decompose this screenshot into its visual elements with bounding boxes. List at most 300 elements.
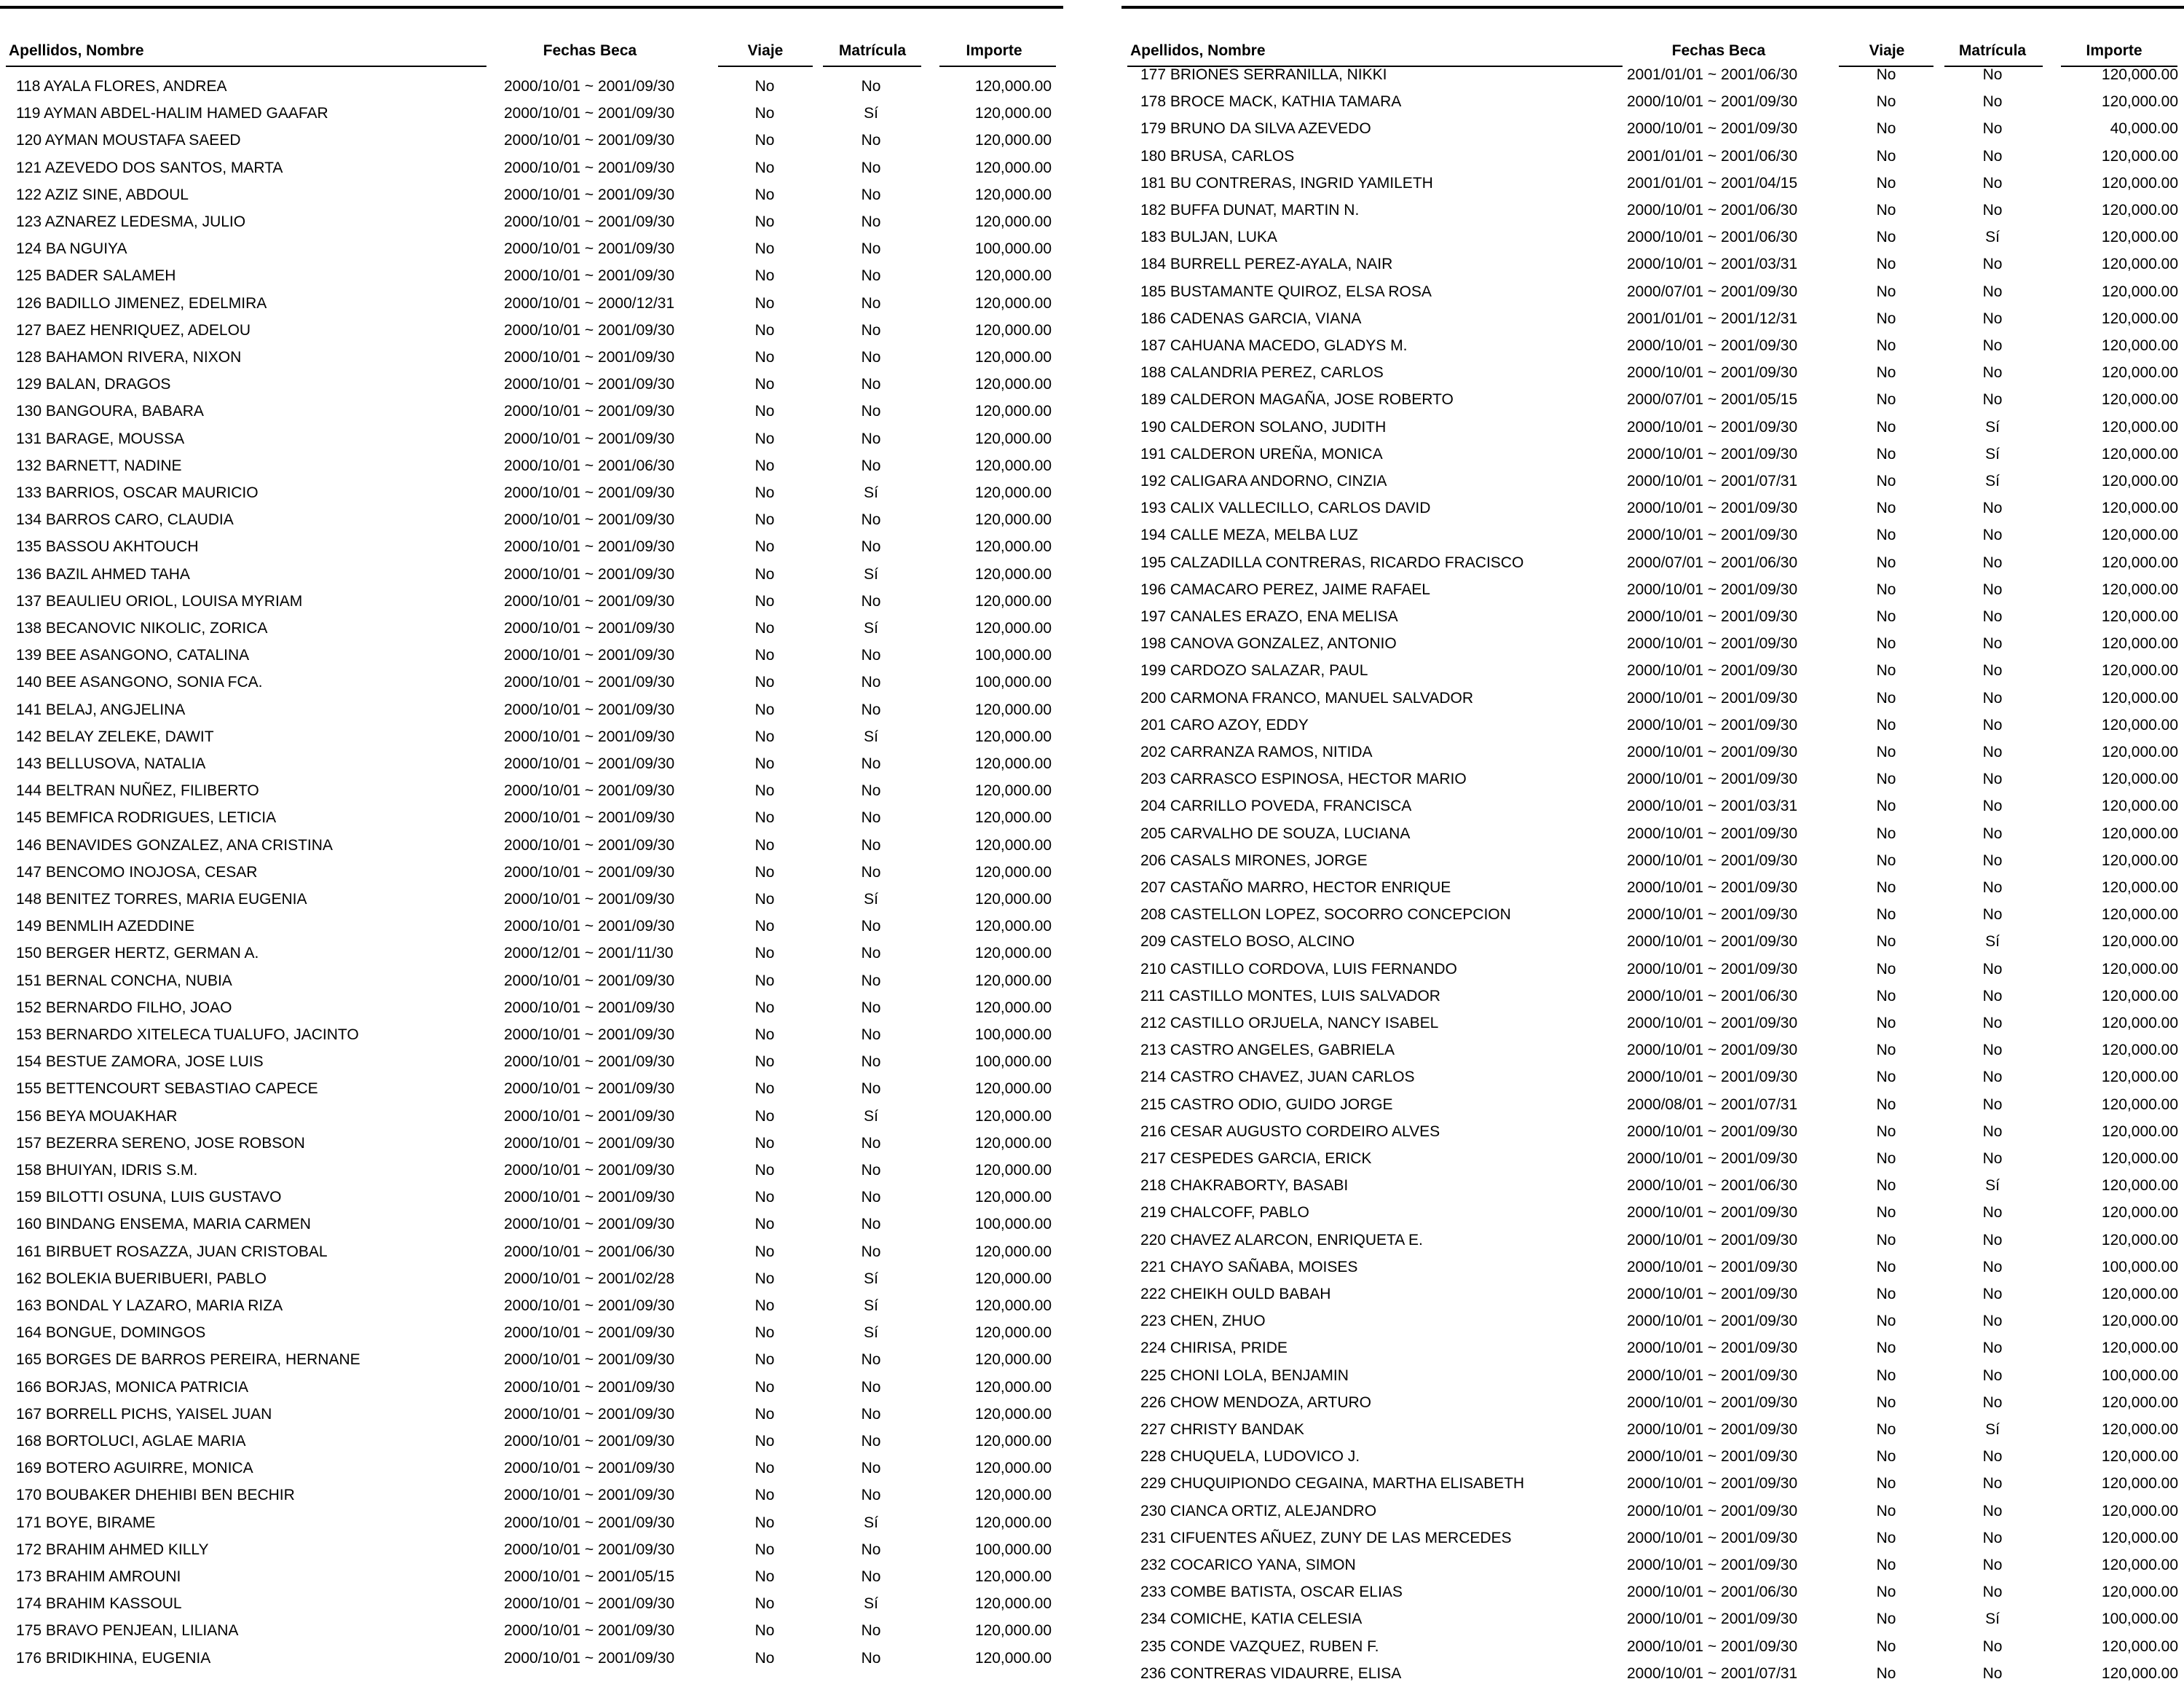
travel-cell: No bbox=[1876, 174, 1896, 192]
dates-cell: 2000/10/01 ~ 2001/09/30 bbox=[504, 728, 675, 745]
dates-cell: 2000/10/01 ~ 2001/09/30 bbox=[504, 78, 675, 95]
dates-cell: 2000/10/01 ~ 2001/09/30 bbox=[504, 511, 675, 529]
enrollment-cell: No bbox=[1982, 1557, 2003, 1573]
amount-cell: 120,000.00 bbox=[2101, 391, 2178, 409]
dates-cell: 2000/10/01 ~ 2001/09/30 bbox=[1627, 364, 1798, 382]
table-row bbox=[1121, 1498, 2184, 1525]
table-row bbox=[0, 1075, 1063, 1102]
dates-cell: 2000/10/01 ~ 2001/06/30 bbox=[1627, 1177, 1798, 1195]
table-row bbox=[1121, 468, 2184, 495]
col-header-travel: Viaje bbox=[1869, 42, 1905, 59]
travel-cell: No bbox=[754, 592, 775, 610]
dates-cell: 2000/10/01 ~ 2001/09/30 bbox=[1627, 1448, 1798, 1466]
amount-cell: 120,000.00 bbox=[2101, 716, 2178, 734]
enrollment-cell: No bbox=[1982, 662, 2003, 680]
travel-cell: No bbox=[1876, 1069, 1896, 1086]
name-cell: 201 CARO AZOY, EDDY bbox=[1140, 716, 1309, 734]
table-row bbox=[0, 1048, 1063, 1075]
amount-cell: 120,000.00 bbox=[2101, 960, 2178, 978]
amount-cell: 120,000.00 bbox=[974, 105, 1052, 122]
name-cell: 235 CONDE VAZQUEZ, RUBEN F. bbox=[1140, 1637, 1379, 1655]
dates-cell: 2000/10/01 ~ 2001/09/30 bbox=[504, 836, 675, 854]
amount-cell: 120,000.00 bbox=[974, 1243, 1052, 1260]
amount-cell: 120,000.00 bbox=[974, 620, 1052, 637]
travel-cell: No bbox=[1876, 1366, 1896, 1384]
enrollment-cell: No bbox=[1982, 1258, 2003, 1275]
enrollment-cell: No bbox=[861, 863, 881, 881]
dates-cell: 2000/10/01 ~ 2001/09/30 bbox=[1627, 960, 1798, 978]
name-cell: 136 BAZIL AHMED TAHA bbox=[16, 565, 190, 583]
name-cell: 141 BELAJ, ANGJELINA bbox=[16, 701, 186, 718]
travel-cell: No bbox=[754, 1324, 775, 1342]
enrollment-cell: No bbox=[861, 403, 881, 420]
enrollment-cell: Sí bbox=[864, 891, 878, 908]
travel-cell: No bbox=[754, 1351, 775, 1369]
name-cell: 139 BEE ASANGONO, CATALINA bbox=[16, 647, 250, 664]
name-cell: 223 CHEN, ZHUO bbox=[1140, 1313, 1266, 1330]
amount-cell: 120,000.00 bbox=[974, 1080, 1052, 1098]
amount-cell: 120,000.00 bbox=[2101, 1150, 2178, 1167]
name-cell: 135 BASSOU AKHTOUCH bbox=[16, 538, 199, 556]
travel-cell: No bbox=[1876, 1529, 1896, 1546]
col-header-enrollment: Matrícula bbox=[838, 42, 907, 59]
dates-cell: 2000/10/01 ~ 2001/09/30 bbox=[504, 1460, 675, 1477]
name-cell: 198 CANOVA GONZALEZ, ANTONIO bbox=[1140, 635, 1397, 653]
amount-cell: 100,000.00 bbox=[974, 647, 1052, 664]
table-row bbox=[0, 1103, 1063, 1130]
travel-cell: No bbox=[1876, 635, 1896, 653]
travel-cell: No bbox=[1876, 689, 1896, 707]
dates-cell: 2000/10/01 ~ 2001/09/30 bbox=[1627, 527, 1798, 544]
name-cell: 153 BERNARDO XITELECA TUALUFO, JACINTO bbox=[16, 1026, 359, 1043]
travel-cell: No bbox=[754, 863, 775, 881]
amount-cell: 120,000.00 bbox=[2101, 1529, 2178, 1546]
travel-cell: No bbox=[1876, 1231, 1896, 1248]
name-cell: 230 CIANCA ORTIZ, ALEJANDRO bbox=[1140, 1502, 1377, 1519]
dates-cell: 2000/10/01 ~ 2001/09/30 bbox=[504, 1053, 675, 1071]
table-row bbox=[0, 913, 1063, 940]
table-row bbox=[1121, 1443, 2184, 1470]
travel-cell: No bbox=[754, 755, 775, 772]
name-cell: 125 BADER SALAMEH bbox=[16, 267, 176, 285]
name-cell: 233 COMBE BATISTA, OSCAR ELIAS bbox=[1140, 1584, 1403, 1601]
travel-cell: No bbox=[1876, 554, 1896, 571]
travel-cell: No bbox=[754, 620, 775, 637]
header-rule bbox=[939, 66, 1056, 67]
table-row bbox=[0, 1509, 1063, 1536]
travel-cell: No bbox=[1876, 310, 1896, 327]
travel-cell: No bbox=[1876, 608, 1896, 625]
travel-cell: No bbox=[1876, 1475, 1896, 1493]
enrollment-cell: Sí bbox=[1985, 933, 2000, 951]
name-cell: 130 BANGOURA, BABARA bbox=[16, 403, 204, 420]
travel-cell: No bbox=[1876, 933, 1896, 951]
name-cell: 149 BENMLIH AZEDDINE bbox=[16, 918, 195, 935]
table-row bbox=[0, 1184, 1063, 1211]
name-cell: 207 CASTAÑO MARRO, HECTOR ENRIQUE bbox=[1140, 879, 1451, 896]
name-cell: 186 CADENAS GARCIA, VIANA bbox=[1140, 310, 1362, 327]
table-row bbox=[1121, 305, 2184, 332]
table-row bbox=[0, 208, 1063, 235]
travel-cell: No bbox=[754, 484, 775, 501]
amount-cell: 120,000.00 bbox=[974, 565, 1052, 583]
dates-cell: 2000/10/01 ~ 2001/09/30 bbox=[504, 430, 675, 447]
travel-cell: No bbox=[1876, 66, 1896, 83]
name-cell: 180 BRUSA, CARLOS bbox=[1140, 147, 1295, 165]
dates-cell: 2000/10/01 ~ 2001/09/30 bbox=[1627, 1366, 1798, 1384]
travel-cell: No bbox=[754, 1378, 775, 1396]
dates-cell: 2000/10/01 ~ 2001/09/30 bbox=[1627, 744, 1798, 760]
enrollment-cell: No bbox=[861, 78, 881, 95]
name-cell: 150 BERGER HERTZ, GERMAN A. bbox=[16, 945, 259, 962]
name-cell: 181 BU CONTRERAS, INGRID YAMILETH bbox=[1140, 174, 1433, 192]
amount-cell: 100,000.00 bbox=[2101, 1611, 2178, 1628]
dates-cell: 2000/10/01 ~ 2001/06/30 bbox=[1627, 987, 1798, 1004]
amount-cell: 120,000.00 bbox=[2101, 879, 2178, 896]
table-row bbox=[1121, 441, 2184, 468]
travel-cell: No bbox=[754, 457, 775, 474]
travel-cell: No bbox=[754, 186, 775, 203]
table-row bbox=[0, 344, 1063, 371]
travel-cell: No bbox=[754, 1487, 775, 1504]
enrollment-cell: No bbox=[861, 1216, 881, 1233]
enrollment-cell: No bbox=[861, 376, 881, 393]
table-row bbox=[1121, 1660, 2184, 1687]
enrollment-cell: No bbox=[1982, 1042, 2003, 1059]
travel-cell: No bbox=[1876, 906, 1896, 924]
table-row bbox=[1121, 332, 2184, 359]
name-cell: 118 AYALA FLORES, ANDREA bbox=[16, 78, 227, 95]
amount-cell: 120,000.00 bbox=[974, 1514, 1052, 1531]
name-cell: 188 CALANDRIA PEREZ, CARLOS bbox=[1140, 364, 1384, 382]
amount-cell: 120,000.00 bbox=[974, 186, 1052, 203]
amount-cell: 120,000.00 bbox=[2101, 1448, 2178, 1466]
enrollment-cell: No bbox=[861, 647, 881, 664]
name-cell: 232 COCARICO YANA, SIMON bbox=[1140, 1557, 1356, 1573]
amount-cell: 100,000.00 bbox=[974, 1026, 1052, 1043]
table-row bbox=[0, 533, 1063, 560]
table-row bbox=[0, 1428, 1063, 1455]
dates-cell: 2000/10/01 ~ 2001/09/30 bbox=[504, 1487, 675, 1504]
amount-cell: 120,000.00 bbox=[974, 403, 1052, 420]
table-row bbox=[1121, 143, 2184, 170]
enrollment-cell: No bbox=[861, 674, 881, 691]
name-cell: 147 BENCOMO INOJOSA, CESAR bbox=[16, 863, 258, 881]
dates-cell: 2000/10/01 ~ 2001/09/30 bbox=[504, 1514, 675, 1531]
amount-cell: 100,000.00 bbox=[2101, 1366, 2178, 1384]
amount-cell: 120,000.00 bbox=[2101, 635, 2178, 653]
name-cell: 221 CHAYO SAÑABA, MOISES bbox=[1140, 1258, 1358, 1275]
enrollment-cell: No bbox=[1982, 1069, 2003, 1086]
dates-cell: 2000/10/01 ~ 2001/09/30 bbox=[1627, 771, 1798, 788]
enrollment-cell: No bbox=[861, 809, 881, 827]
name-cell: 236 CONTRERAS VIDAURRE, ELISA bbox=[1140, 1664, 1402, 1682]
amount-cell: 120,000.00 bbox=[974, 457, 1052, 474]
col-header-amount: Importe bbox=[2086, 42, 2142, 59]
enrollment-cell: No bbox=[1982, 1096, 2003, 1113]
dates-cell: 2000/10/01 ~ 2001/09/30 bbox=[504, 1541, 675, 1558]
amount-cell: 120,000.00 bbox=[2101, 174, 2178, 192]
amount-cell: 120,000.00 bbox=[2101, 1042, 2178, 1059]
dates-cell: 2000/10/01 ~ 2001/09/30 bbox=[1627, 445, 1798, 463]
enrollment-cell: No bbox=[1982, 147, 2003, 165]
enrollment-cell: No bbox=[1982, 120, 2003, 138]
name-cell: 171 BOYE, BIRAME bbox=[16, 1514, 156, 1531]
dates-cell: 2000/10/01 ~ 2001/09/30 bbox=[504, 1433, 675, 1450]
dates-cell: 2000/10/01 ~ 2001/09/30 bbox=[1627, 1393, 1798, 1411]
amount-cell: 120,000.00 bbox=[2101, 445, 2178, 463]
travel-cell: No bbox=[1876, 716, 1896, 734]
name-cell: 158 BHUIYAN, IDRIS S.M. bbox=[16, 1162, 198, 1179]
amount-cell: 120,000.00 bbox=[2101, 283, 2178, 300]
name-cell: 206 CASALS MIRONES, JORGE bbox=[1140, 852, 1368, 869]
dates-cell: 2000/10/01 ~ 2001/09/30 bbox=[1627, 1313, 1798, 1330]
dates-cell: 2000/10/01 ~ 2001/09/30 bbox=[504, 159, 675, 176]
name-cell: 199 CARDOZO SALAZAR, PAUL bbox=[1140, 662, 1368, 680]
table-row bbox=[1121, 1389, 2184, 1416]
table-row bbox=[1121, 1362, 2184, 1389]
amount-cell: 100,000.00 bbox=[974, 1053, 1052, 1071]
table-row bbox=[1121, 983, 2184, 1010]
dates-cell: 2000/10/01 ~ 2001/09/30 bbox=[504, 1189, 675, 1206]
dates-cell: 2000/10/01 ~ 2001/02/28 bbox=[504, 1270, 675, 1287]
amount-cell: 120,000.00 bbox=[2101, 1122, 2178, 1140]
travel-cell: No bbox=[754, 1189, 775, 1206]
travel-cell: No bbox=[754, 267, 775, 285]
name-cell: 213 CASTRO ANGELES, GABRIELA bbox=[1140, 1042, 1395, 1059]
col-header-name: Apellidos, Nombre bbox=[1130, 42, 1266, 59]
amount-cell: 120,000.00 bbox=[974, 891, 1052, 908]
amount-cell: 120,000.00 bbox=[2101, 1313, 2178, 1330]
name-cell: 132 BARNETT, NADINE bbox=[16, 457, 182, 474]
enrollment-cell: No bbox=[1982, 581, 2003, 598]
table-row bbox=[0, 1130, 1063, 1157]
travel-cell: No bbox=[754, 1622, 775, 1640]
name-cell: 225 CHONI LOLA, BENJAMIN bbox=[1140, 1366, 1349, 1384]
right-panel bbox=[1121, 0, 2184, 1680]
name-cell: 128 BAHAMON RIVERA, NIXON bbox=[16, 349, 242, 366]
enrollment-cell: No bbox=[1982, 202, 2003, 219]
table-row bbox=[0, 235, 1063, 262]
table-row bbox=[0, 1645, 1063, 1672]
amount-cell: 120,000.00 bbox=[974, 701, 1052, 718]
amount-cell: 120,000.00 bbox=[974, 1297, 1052, 1314]
travel-cell: No bbox=[1876, 500, 1896, 517]
enrollment-cell: No bbox=[861, 701, 881, 718]
amount-cell: 100,000.00 bbox=[974, 1216, 1052, 1233]
amount-cell: 120,000.00 bbox=[2101, 256, 2178, 273]
name-cell: 151 BERNAL CONCHA, NUBIA bbox=[16, 972, 232, 989]
dates-cell: 2000/10/01 ~ 2001/09/30 bbox=[1627, 1340, 1798, 1357]
travel-cell: No bbox=[1876, 1096, 1896, 1113]
name-cell: 173 BRAHIM AMROUNI bbox=[16, 1568, 181, 1585]
dates-cell: 2000/10/01 ~ 2001/09/30 bbox=[504, 1162, 675, 1179]
table-row bbox=[1121, 522, 2184, 548]
amount-cell: 120,000.00 bbox=[2101, 554, 2178, 571]
name-cell: 127 BAEZ HENRIQUEZ, ADELOU bbox=[16, 321, 251, 339]
name-cell: 216 CESAR AUGUSTO CORDEIRO ALVES bbox=[1140, 1122, 1440, 1140]
name-cell: 142 BELAY ZELEKE, DAWIT bbox=[16, 728, 214, 745]
enrollment-cell: No bbox=[1982, 391, 2003, 409]
travel-cell: No bbox=[754, 999, 775, 1016]
travel-cell: No bbox=[1876, 1150, 1896, 1167]
travel-cell: No bbox=[1876, 1286, 1896, 1302]
travel-cell: No bbox=[1876, 744, 1896, 760]
dates-cell: 2000/10/01 ~ 2001/09/30 bbox=[1627, 1122, 1798, 1140]
table-row bbox=[0, 290, 1063, 317]
table-row bbox=[1121, 956, 2184, 983]
table-row bbox=[0, 561, 1063, 588]
travel-cell: No bbox=[1876, 1204, 1896, 1222]
amount-cell: 120,000.00 bbox=[2101, 825, 2178, 842]
dates-cell: 2000/10/01 ~ 2001/09/30 bbox=[504, 809, 675, 827]
amount-cell: 120,000.00 bbox=[2101, 608, 2178, 625]
amount-cell: 120,000.00 bbox=[2101, 1286, 2178, 1302]
dates-cell: 2000/10/01 ~ 2001/09/30 bbox=[1627, 879, 1798, 896]
enrollment-cell: No bbox=[861, 159, 881, 176]
enrollment-cell: No bbox=[861, 186, 881, 203]
name-cell: 174 BRAHIM KASSOUL bbox=[16, 1595, 182, 1613]
amount-cell: 120,000.00 bbox=[974, 321, 1052, 339]
enrollment-cell: No bbox=[1982, 174, 2003, 192]
amount-cell: 120,000.00 bbox=[2101, 337, 2178, 354]
table-row bbox=[1121, 1334, 2184, 1361]
name-cell: 167 BORRELL PICHS, YAISEL JUAN bbox=[16, 1405, 272, 1423]
table-row bbox=[1121, 359, 2184, 386]
table-row bbox=[1121, 603, 2184, 630]
name-cell: 190 CALDERON SOLANO, JUDITH bbox=[1140, 418, 1387, 436]
dates-cell: 2000/10/01 ~ 2001/09/30 bbox=[504, 1378, 675, 1396]
table-row bbox=[1121, 874, 2184, 901]
amount-cell: 120,000.00 bbox=[2101, 689, 2178, 707]
enrollment-cell: No bbox=[1982, 500, 2003, 517]
travel-cell: No bbox=[1876, 1177, 1896, 1195]
travel-cell: No bbox=[754, 1026, 775, 1043]
table-row bbox=[1121, 1172, 2184, 1199]
name-cell: 163 BONDAL Y LAZARO, MARIA RIZA bbox=[16, 1297, 283, 1314]
amount-cell: 120,000.00 bbox=[974, 159, 1052, 176]
enrollment-cell: No bbox=[861, 1541, 881, 1558]
enrollment-cell: No bbox=[1982, 798, 2003, 815]
name-cell: 161 BIRBUET ROSAZZA, JUAN CRISTOBAL bbox=[16, 1243, 328, 1260]
travel-cell: No bbox=[1876, 1637, 1896, 1655]
dates-cell: 2000/12/01 ~ 2001/11/30 bbox=[504, 945, 674, 962]
name-cell: 131 BARAGE, MOUSSA bbox=[16, 430, 185, 447]
enrollment-cell: No bbox=[861, 349, 881, 366]
travel-cell: No bbox=[1876, 1421, 1896, 1438]
dates-cell: 2000/10/01 ~ 2001/09/30 bbox=[504, 1216, 675, 1233]
enrollment-cell: No bbox=[861, 1189, 881, 1206]
table-row bbox=[1121, 1145, 2184, 1172]
amount-cell: 120,000.00 bbox=[2101, 581, 2178, 598]
enrollment-cell: No bbox=[1982, 1664, 2003, 1682]
table-row bbox=[1121, 1037, 2184, 1063]
enrollment-cell: No bbox=[1982, 1340, 2003, 1357]
enrollment-cell: No bbox=[1982, 1637, 2003, 1655]
table-row bbox=[1121, 712, 2184, 739]
table-row bbox=[0, 1021, 1063, 1048]
table-row bbox=[1121, 1091, 2184, 1118]
enrollment-cell: No bbox=[1982, 1529, 2003, 1546]
dates-cell: 2000/10/01 ~ 2001/06/30 bbox=[1627, 1584, 1798, 1601]
amount-cell: 120,000.00 bbox=[974, 1324, 1052, 1342]
dates-cell: 2000/10/01 ~ 2001/06/30 bbox=[504, 457, 675, 474]
enrollment-cell: No bbox=[1982, 716, 2003, 734]
dates-cell: 2000/10/01 ~ 2001/09/30 bbox=[1627, 716, 1798, 734]
enrollment-cell: No bbox=[1982, 310, 2003, 327]
table-row bbox=[0, 1157, 1063, 1184]
dates-cell: 2000/10/01 ~ 2001/07/31 bbox=[1627, 1664, 1798, 1682]
travel-cell: No bbox=[1876, 1042, 1896, 1059]
name-cell: 129 BALAN, DRAGOS bbox=[16, 376, 171, 393]
travel-cell: No bbox=[1876, 1313, 1896, 1330]
name-cell: 187 CAHUANA MACEDO, GLADYS M. bbox=[1140, 337, 1408, 354]
travel-cell: No bbox=[1876, 1258, 1896, 1275]
enrollment-cell: No bbox=[1982, 554, 2003, 571]
table-row bbox=[1121, 197, 2184, 224]
travel-cell: No bbox=[1876, 120, 1896, 138]
dates-cell: 2000/10/01 ~ 2001/09/30 bbox=[1627, 337, 1798, 354]
enrollment-cell: No bbox=[1982, 527, 2003, 544]
name-cell: 226 CHOW MENDOZA, ARTURO bbox=[1140, 1393, 1371, 1411]
enrollment-cell: No bbox=[861, 592, 881, 610]
amount-cell: 120,000.00 bbox=[974, 728, 1052, 745]
table-row bbox=[0, 506, 1063, 533]
travel-cell: No bbox=[754, 1053, 775, 1071]
name-cell: 120 AYMAN MOUSTAFA SAEED bbox=[16, 132, 241, 149]
travel-cell: No bbox=[1876, 256, 1896, 273]
dates-cell: 2000/10/01 ~ 2001/09/30 bbox=[504, 132, 675, 149]
table-row bbox=[0, 994, 1063, 1021]
amount-cell: 120,000.00 bbox=[2101, 93, 2178, 111]
amount-cell: 120,000.00 bbox=[2101, 310, 2178, 327]
table-row bbox=[0, 1536, 1063, 1563]
name-cell: 209 CASTELO BOSO, ALCINO bbox=[1140, 933, 1355, 951]
table-row bbox=[1121, 685, 2184, 712]
dates-cell: 2000/10/01 ~ 2001/09/30 bbox=[504, 349, 675, 366]
table-row bbox=[0, 615, 1063, 642]
dates-cell: 2000/10/01 ~ 2001/09/30 bbox=[1627, 1557, 1798, 1573]
table-row bbox=[1121, 901, 2184, 928]
name-cell: 143 BELLUSOVA, NATALIA bbox=[16, 755, 206, 772]
travel-cell: No bbox=[754, 430, 775, 447]
table-row bbox=[1121, 820, 2184, 847]
name-cell: 159 BILOTTI OSUNA, LUIS GUSTAVO bbox=[16, 1189, 282, 1206]
name-cell: 170 BOUBAKER DHEHIBI BEN BECHIR bbox=[16, 1487, 295, 1504]
enrollment-cell: Sí bbox=[1985, 473, 2000, 489]
name-cell: 184 BURRELL PEREZ-AYALA, NAIR bbox=[1140, 256, 1393, 273]
travel-cell: No bbox=[754, 1433, 775, 1450]
travel-cell: No bbox=[754, 1162, 775, 1179]
amount-cell: 120,000.00 bbox=[974, 267, 1052, 285]
name-cell: 148 BENITEZ TORRES, MARIA EUGENIA bbox=[16, 891, 307, 908]
table-row bbox=[1121, 1254, 2184, 1281]
amount-cell: 120,000.00 bbox=[974, 1649, 1052, 1667]
enrollment-cell: No bbox=[861, 1568, 881, 1585]
table-row bbox=[1121, 61, 2184, 88]
dates-cell: 2000/10/01 ~ 2001/09/30 bbox=[504, 186, 675, 203]
enrollment-cell: No bbox=[1982, 744, 2003, 760]
table-row bbox=[1121, 576, 2184, 603]
dates-cell: 2000/10/01 ~ 2001/09/30 bbox=[504, 782, 675, 800]
table-row bbox=[1121, 1010, 2184, 1037]
travel-cell: No bbox=[754, 1243, 775, 1260]
table-row bbox=[1121, 793, 2184, 819]
name-cell: 203 CARRASCO ESPINOSA, HECTOR MARIO bbox=[1140, 771, 1467, 788]
dates-cell: 2000/10/01 ~ 2001/09/30 bbox=[504, 565, 675, 583]
table-row bbox=[0, 262, 1063, 289]
dates-cell: 2000/10/01 ~ 2001/09/30 bbox=[504, 674, 675, 691]
